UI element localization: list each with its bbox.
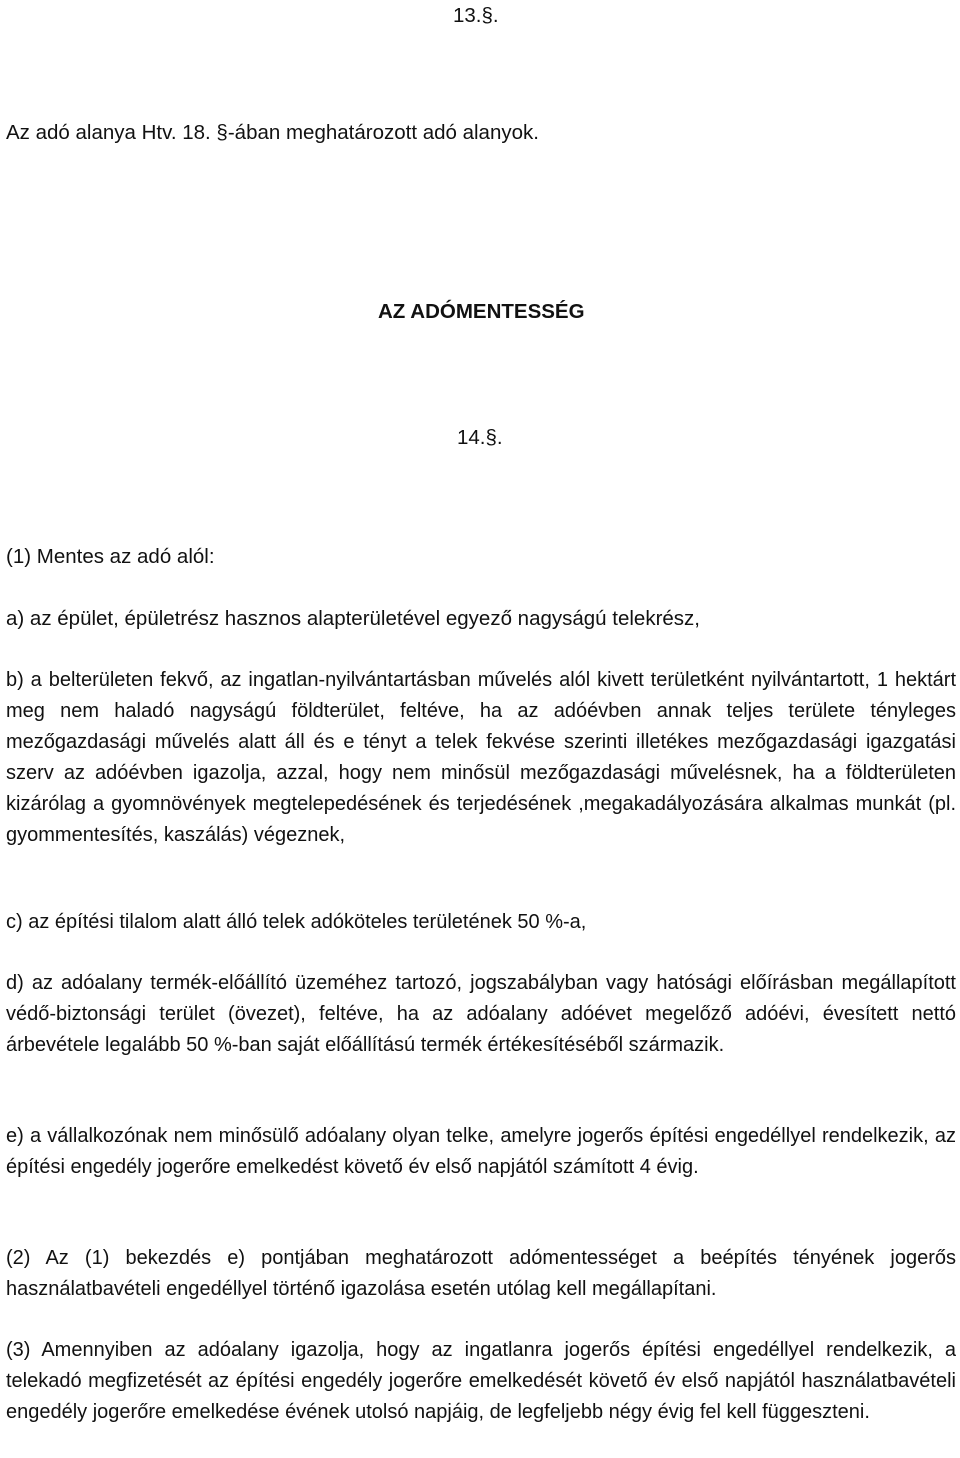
item-e: e) a vállalkozónak nem minősülő adóalany olyan telke, amelyre jogerős építési engedéllyel rendelkezik, az építési engedély jogerőre emelkedést követő év első napjától számított 4 évig. bbox=[6, 1125, 956, 1178]
item-b: b) a belterületen fekvő, az ingatlan-nyilvántartásban művelés alól kivett területként nyilvántartott, 1 hektárt meg nem haladó nagyságú földterület, feltéve, ha az adóévben annak teljes területe tényleges mezőgazdasági művelés alatt áll és e tényt a telek fekvése szerinti illetékes mezőgazdasági igazgatási szerv az adóévben igazolja, azzal, hogy nem minősül mezőgazdasági művelésnek, ha a földterületen kizárólag a gyomnövények megtelepedésének és terjedésének ,megakadályozására alkalmas munkát (pl. gyommentesítés, kaszálás) végeznek, bbox=[6, 669, 956, 846]
paragraph-1-intro: (1) Mentes az adó alól: bbox=[6, 545, 215, 568]
section-heading: AZ ADÓMENTESSÉG bbox=[378, 300, 585, 323]
section-14-number: 14.§. bbox=[457, 426, 503, 449]
item-d: d) az adóalany termék-előállító üzeméhez tartozó, jogszabályban vagy hatósági előírásban megállapított védő-biztonsági terület (övezet), feltéve, ha az adóalany adóévet megelőző adóévi, évesített nettó árbevétele legalább 50 %-ban saját előállítású termék értékesítéséből származik. bbox=[6, 972, 956, 1056]
section-13-number: 13.§. bbox=[453, 4, 499, 27]
intro-text: Az adó alanya Htv. 18. §-ában meghatározott adó alanyok. bbox=[6, 121, 539, 144]
paragraph-2: (2) Az (1) bekezdés e) pontjában meghatározott adómentességet a beépítés tényének jogerős használatbavételi engedéllyel történő igazolása esetén utólag kell megállapítani. bbox=[6, 1247, 956, 1300]
paragraph-3: (3) Amennyiben az adóalany igazolja, hogy az ingatlanra jogerős építési engedéllyel rendelkezik, a telekadó megfizetését az építési engedély jogerőre emelkedését követő év első napjától használatbavételi engedély jogerőre emelkedése évének utolsó napjáig, de legfeljebb négy évig fel kell függeszteni. bbox=[6, 1339, 956, 1423]
item-c: c) az építési tilalom alatt álló telek adóköteles területének 50 %-a, bbox=[6, 911, 587, 933]
item-a: a) az épület, épületrész hasznos alapterületével egyező nagyságú telekrész, bbox=[6, 607, 701, 630]
